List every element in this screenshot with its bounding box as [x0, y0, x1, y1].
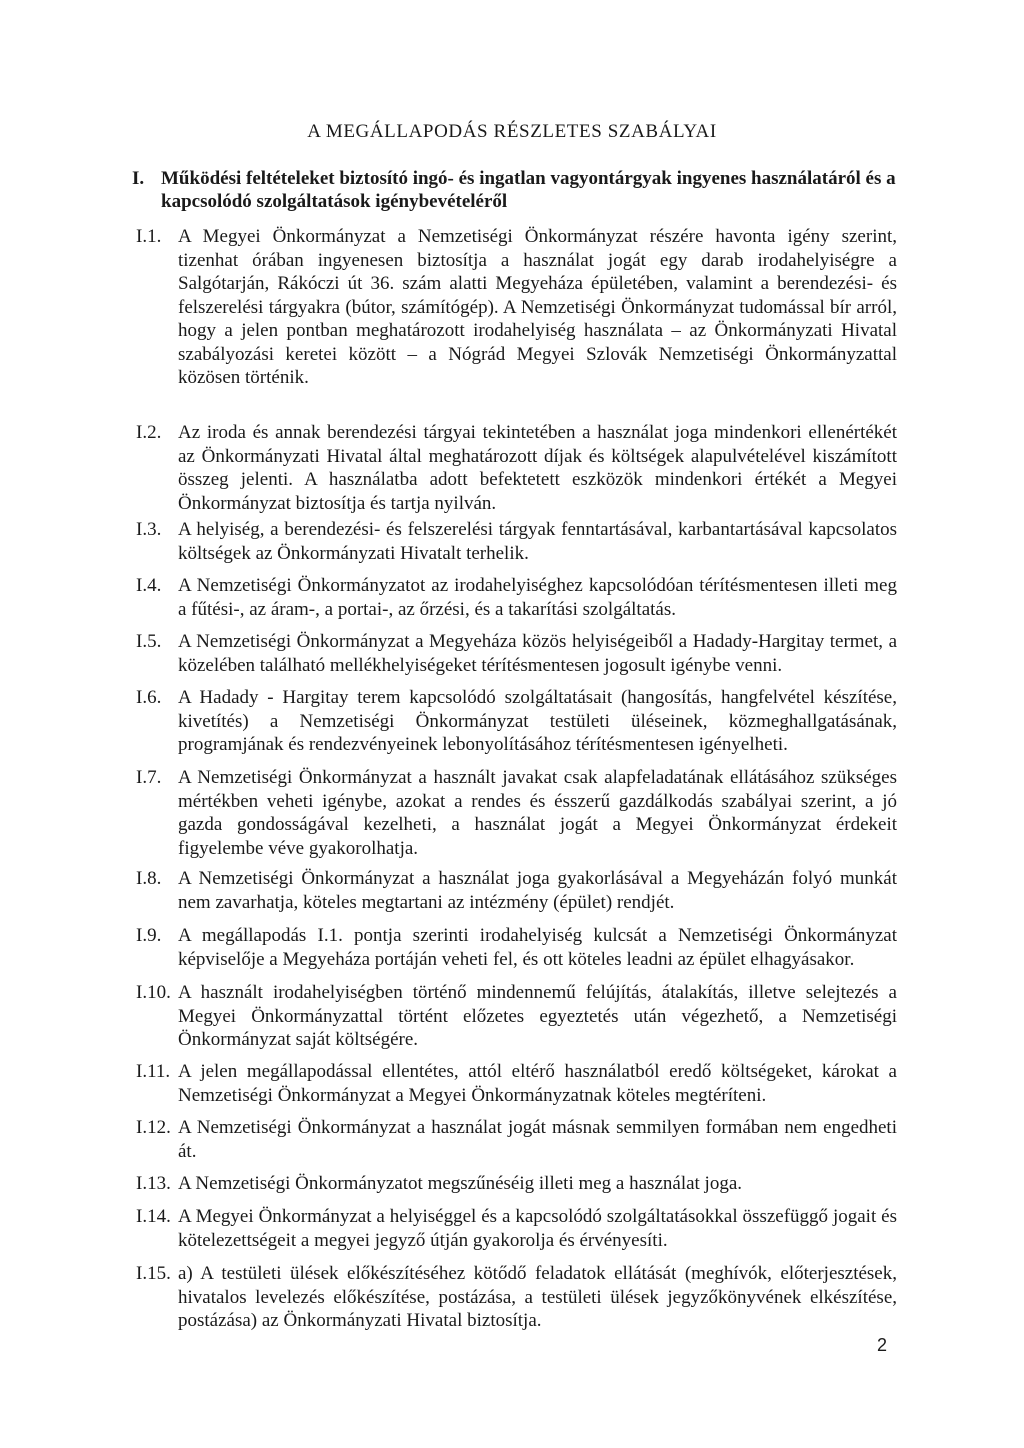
clause-text: Az iroda és annak berendezési tárgyai tekintetében a használat joga mindenkori ellenértékét az Önkormányzati Hivatal által meghatározott díjak és költségek alapulvételével kiszámított összeg jelenti. A használatba adott befektetett eszközök mindenkori értékét a Megyei Önkormányzat biztosítja és tartja nyilván. [178, 422, 897, 514]
clause-text: A Nemzetiségi Önkormányzatot megszűnéséig illeti meg a használat joga. [178, 1173, 743, 1194]
clause-text: A Nemzetiségi Önkormányzat a használat jogát másnak semmilyen formában nem engedheti át. [178, 1117, 897, 1162]
clause-number: I.13. [136, 1173, 171, 1194]
section-number: I. [132, 168, 145, 189]
clause-text: A használt irodahelyiségben történő mindennemű felújítás, átalakítás, illetve selejtezés a Megyei Önkormányzattal történt előzetes egyeztetés után végezhető, a Nemzetiségi Önkormányzat saját költségére. [178, 982, 897, 1050]
document-title: A MEGÁLLAPODÁS RÉSZLETES SZABÁLYAI [307, 121, 717, 142]
clause-text: A Nemzetiségi Önkormányzatot az irodahelyiséghez kapcsolódóan térítésmentesen illeti meg a fűtési-, az áram-, a portai-, az őrzési, és a takarítási szolgáltatás. [178, 575, 897, 620]
clause-number: I.8. [136, 868, 162, 889]
clause-text: A Hadady - Hargitay terem kapcsolódó szolgáltatásait (hangosítás, hangfelvétel készítése, kivetítés) a Nemzetiségi Önkormányzat testületi üléseinek, közmeghallgatásának, programjának és rendezvényeinek lebonyolításához térítésmentesen igényelheti. [178, 687, 897, 755]
clause-number: I.3. [136, 519, 162, 540]
clause-number: I.15. [136, 1263, 171, 1284]
clause-text: A Megyei Önkormányzat a Nemzetiségi Önkormányzat részére havonta igény szerint, tizenhat órában ingyenesen biztosítja a használat jogát egy darab irodahelyiségre a Salgótarján, Rákóczi út 36. szám alatti Megyeháza épületében, valamint a berendezési- és felszerelési tárgyakra (bútor, számítógép). A Nemzetiségi Önkormányzat tudomással bír arról, hogy a jelen pontban meghatározott irodahelyiség használata – az Önkormányzati Hivatal szabályozási keretei között – a Nógrád Megyei Szlovák Nemzetiségi Önkormányzattal közösen történik. [178, 226, 897, 388]
clause-number: I.12. [136, 1117, 171, 1138]
clause-number: I.5. [136, 631, 162, 652]
clause-text: A Nemzetiségi Önkormányzat a Megyeháza közös helyiségeiből a Hadady-Hargitay termet, a közelében található mellékhelyiségeket térítésmentesen jogosult igénybe venni. [178, 631, 897, 676]
clause-text: A jelen megállapodással ellentétes, attól eltérő használatból eredő költségeket, károkat a Nemzetiségi Önkormányzat a Megyei Önkormányzatnak köteles megtéríteni. [178, 1061, 897, 1106]
section-heading [132, 167, 922, 213]
clause-text: a) A testületi ülések előkészítéséhez kötődő feladatok ellátását (meghívók, előterjesztések, hivatalos levelezés előkészítése, postázása, a testületi ülések jegyzőkönyvének elkészítése, postázása) az Önkormányzati Hivatal biztosítja. [178, 1263, 897, 1331]
clause-number: I.10. [136, 982, 171, 1003]
clause-text: A Nemzetiségi Önkormányzat a használat joga gyakorlásával a Megyeházán folyó munkát nem zavarhatja, köteles megtartani az intézmény (épület) rendjét. [178, 868, 897, 913]
clause-number: I.14. [136, 1206, 171, 1227]
clause-text: A megállapodás I.1. pontja szerinti irodahelyiség kulcsát a Nemzetiségi Önkormányzat képviselője a Megyeháza portáján veheti fel, és ott köteles leadni az épület elhagyásakor. [178, 925, 897, 970]
clause-number: I.2. [136, 422, 162, 443]
clause-text: A helyiség, a berendezési- és felszerelési tárgyak fenntartásával, karbantartásával kapcsolatos költségek az Önkormányzati Hivatalt terhelik. [178, 519, 897, 564]
clause-number: I.4. [136, 575, 162, 596]
clause-number: I.6. [136, 687, 162, 708]
section-heading-text: Működési feltételeket biztosító ingó- és ingatlan vagyontárgyak ingyenes használatáról és a kapcsolódó szolgáltatások igénybevételéről [161, 168, 896, 212]
clause-text: A Megyei Önkormányzat a helyiséggel és a kapcsolódó szolgáltatásokkal összefüggő jogait és kötelezettségeit a megyei jegyző útján gyakorolja és érvényesíti. [178, 1206, 897, 1251]
clause-number: I.7. [136, 767, 162, 788]
page-number: 2 [876, 1335, 887, 1355]
clause-number: I.11. [136, 1061, 171, 1082]
clause-text: A Nemzetiségi Önkormányzat a használt javakat csak alapfeladatának ellátásához szükséges mértékben veheti igénybe, azokat a rendes és ésszerű gazdálkodás szabályai szerint, a jó gazda gondosságával kezelheti, a használat jogát a Megyei Önkormányzat érdekeit figyelembe véve gyakorolhatja. [178, 767, 897, 859]
clause-number: I.1. [136, 226, 162, 247]
clause-number: I.9. [136, 925, 162, 946]
